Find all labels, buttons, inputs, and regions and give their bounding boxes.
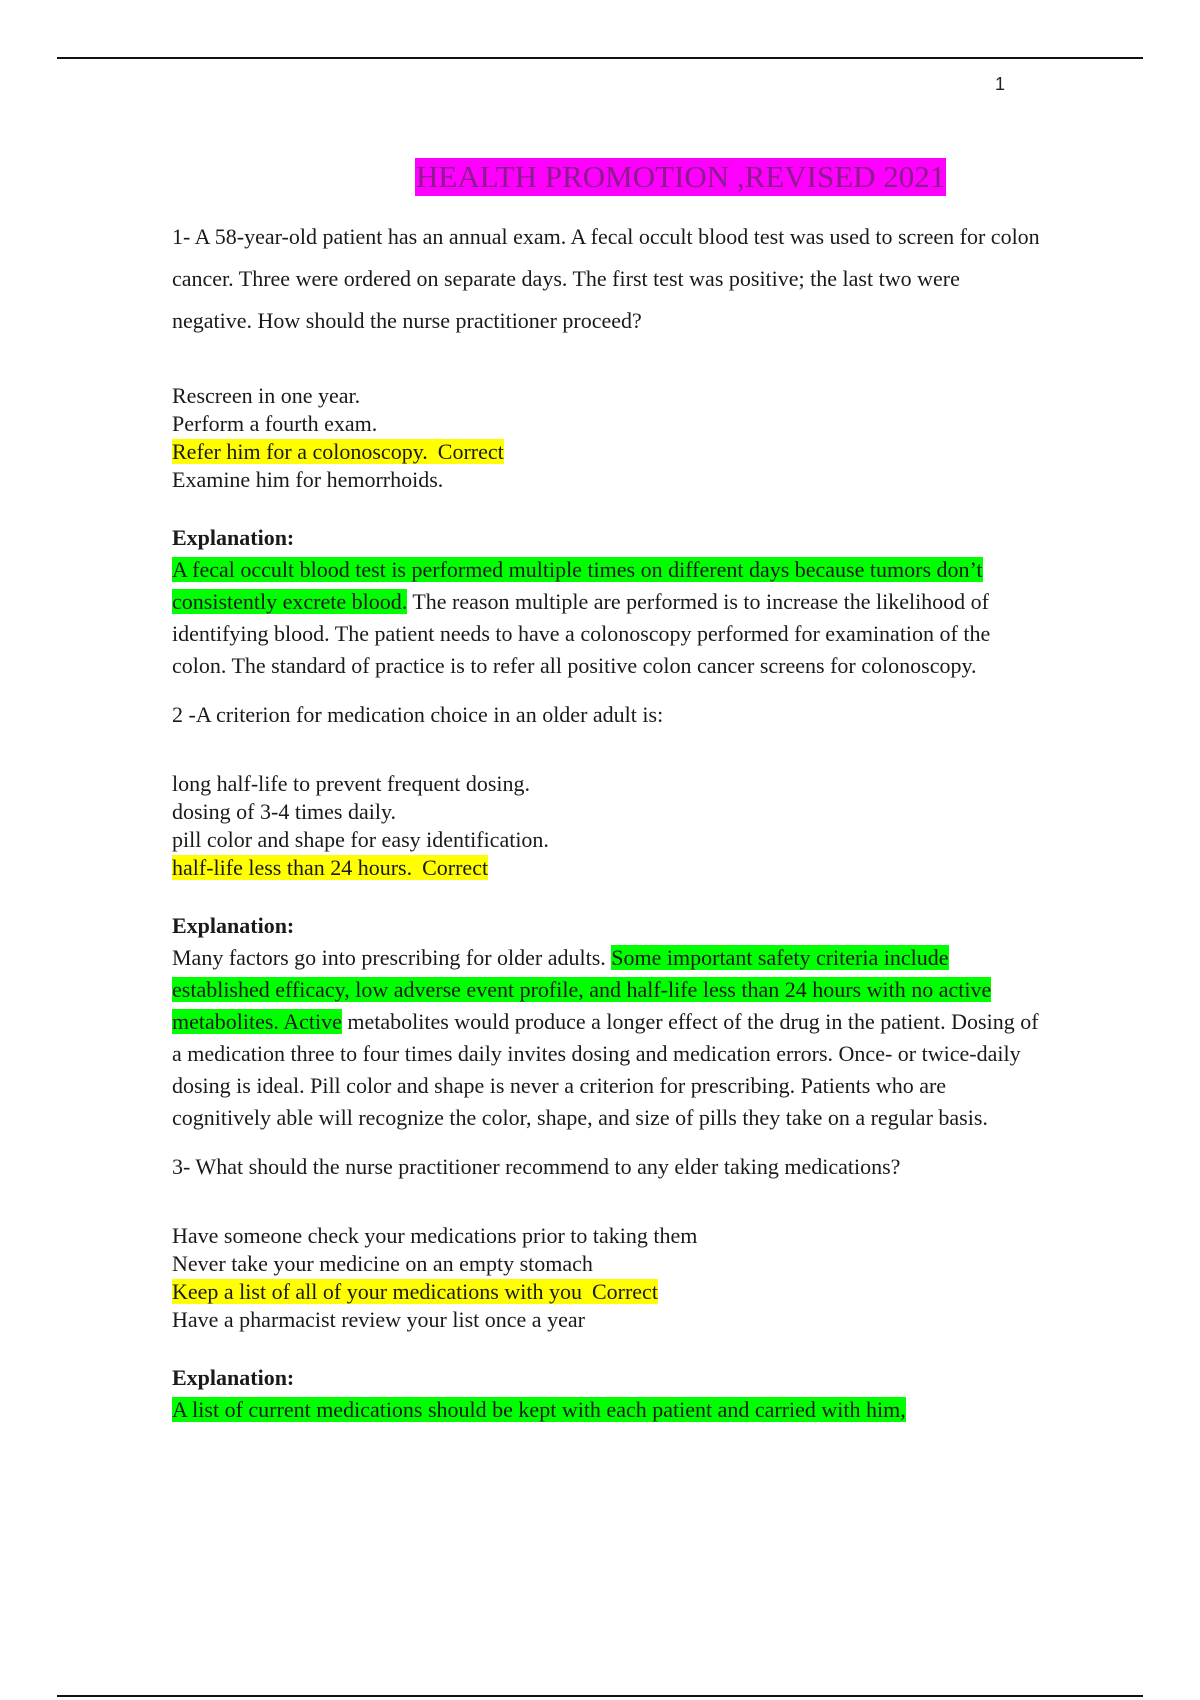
answer-option: Rescreen in one year. bbox=[172, 383, 361, 408]
answer-option: Examine him for hemorrhoids. bbox=[172, 467, 444, 492]
answer-options bbox=[172, 382, 1040, 494]
question-stem: 1- A 58-year-old patient has an annual exam. A fecal occult blood test was used to screen for colon cancer. Three were ordered on separate days. The first test was positive; the last two were negative. How should the nurse practitioner proceed? bbox=[172, 224, 1040, 333]
answer-option-correct: Keep a list of all of your medications with you Correct bbox=[172, 1279, 658, 1304]
explanation-text: Many factors go into prescribing for older adults. Some important safety criteria include established efficacy, low adverse event profile, and half-life less than 24 hours with no active metabolites. Active metabolites would produce a longer effect of the drug in the patient. Dosing of a medication three to four times daily invites dosing and medication errors. Once- or twice-daily dosing is ideal. Pill color and shape is never a criterion for prescribing. Patients who are cognitively able will recognize the color, shape, and size of pills they take on a regular basis. bbox=[172, 945, 1039, 1130]
explanation-heading: Explanation: bbox=[172, 913, 295, 938]
answer-option: Perform a fourth exam. bbox=[172, 411, 378, 436]
question-stem: 3- What should the nurse practitioner recommend to any elder taking medications? bbox=[172, 1154, 901, 1179]
document-body bbox=[172, 216, 1040, 1426]
answer-option: Never take your medicine on an empty stomach bbox=[172, 1251, 593, 1276]
document-title: HEALTH PROMOTION ,REVISED 2021 bbox=[416, 159, 946, 194]
explanation-heading: Explanation: bbox=[172, 525, 295, 550]
explanation-highlight: A fecal occult blood test is performed multiple times on different days because tumors don’t consistently excrete blood. bbox=[172, 557, 983, 614]
answer-option-correct: Refer him for a colonoscopy. Correct bbox=[172, 439, 504, 464]
question-3 bbox=[172, 1152, 1040, 1426]
answer-option-correct: half-life less than 24 hours. Correct bbox=[172, 855, 489, 880]
question-1 bbox=[172, 216, 1040, 682]
answer-option: Have a pharmacist review your list once a year bbox=[172, 1307, 585, 1332]
explanation-text: A fecal occult blood test is performed multiple times on different days because tumors don’t consistently excrete blood. The reason multiple are performed is to increase the likelihood of identifying blood. The patient needs to have a colonoscopy performed for examination of the colon. The standard of practice is to refer all positive colon cancer screens for colonoscopy. bbox=[172, 557, 991, 678]
explanation-highlight: Some important safety criteria include established efficacy, low adverse event profile, and half-life less than 24 hours with no active metabolites. Active bbox=[172, 945, 992, 1034]
correct-label: Correct bbox=[591, 1279, 658, 1304]
correct-label: Correct bbox=[437, 439, 504, 464]
answer-options bbox=[172, 1222, 1040, 1334]
answer-option: Have someone check your medications prior to taking them bbox=[172, 1223, 698, 1248]
question-stem: 2 -A criterion for medication choice in an older adult is: bbox=[172, 702, 664, 727]
page-number: 1 bbox=[994, 74, 1005, 94]
explanation-text bbox=[172, 1394, 1040, 1426]
explanation-heading: Explanation: bbox=[172, 1365, 295, 1390]
answer-option: long half-life to prevent frequent dosing. bbox=[172, 771, 531, 796]
answer-options bbox=[172, 770, 1040, 882]
top-rule bbox=[57, 57, 1143, 59]
bottom-rule bbox=[57, 1695, 1143, 1697]
answer-option: dosing of 3-4 times daily. bbox=[172, 799, 397, 824]
question-2 bbox=[172, 700, 1040, 1134]
answer-option: pill color and shape for easy identification. bbox=[172, 827, 549, 852]
explanation-highlight: A list of current medications should be kept with each patient and carried with him, bbox=[172, 1397, 906, 1422]
correct-label: Correct bbox=[422, 855, 489, 880]
